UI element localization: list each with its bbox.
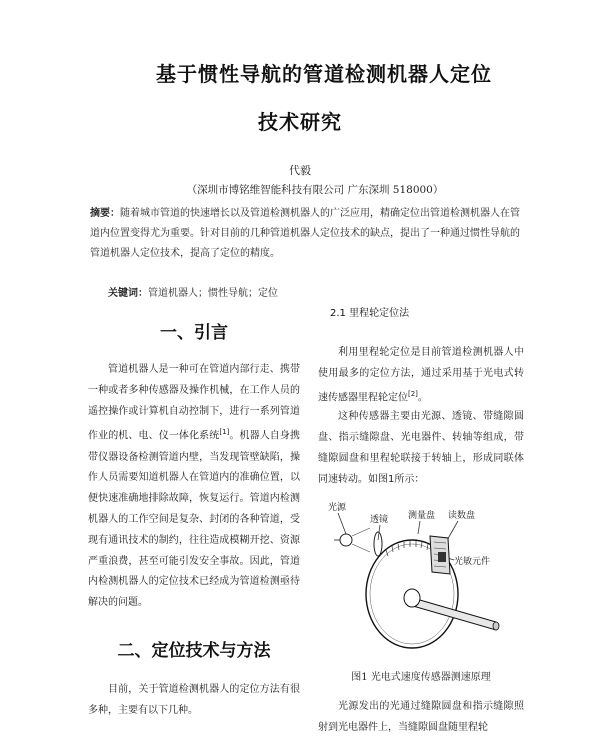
introduction-text-b: 。机器人自身携带仪器设备检测管道内壁，当发现管壁缺陷，操作人员需要知道机器人在管道内的准确位置，以便快速准确地排除故障，恢复运行。管道内检测机器人的工作空间是复杂、封闭的各种管道，受现有通讯技术的制约，往往造成模糊开挖、资源严重浪费，甚至可能引发安全事故。因此，管道内检测机器人的定位技术已经成为管道检测亟待解决的问题。	[88, 430, 301, 609]
shaft-icon	[404, 589, 499, 630]
introduction-text-a: 管道机器人是一种可在管道内部行走、携带一种或者多种传感器及操作机械，在工作人员的遥控操作或计算机自动控制下，进行一系列管道作业的机、电、仪一体化系统	[88, 364, 300, 442]
keywords	[108, 284, 328, 299]
lens-icon	[374, 532, 382, 556]
keywords-label: 关键词：	[108, 288, 148, 299]
figure-label-reader: 读数盘	[448, 511, 476, 521]
sensor-figure	[326, 498, 526, 653]
sensor-diagram	[326, 498, 526, 653]
paper-title-line2: 技术研究	[258, 110, 342, 134]
abstract	[90, 204, 520, 264]
citation-1: [1]	[219, 428, 230, 437]
affiliation: （深圳市博铭维智能科技有限公司 广东深圳 518000）	[186, 184, 444, 196]
abstract-label: 摘要：	[90, 208, 120, 219]
citation-2: [2]	[408, 390, 418, 398]
paper-title-line1: 基于惯性导航的管道检测机器人定位	[156, 62, 492, 86]
keywords-text: 管道机器人；惯性导航；定位	[148, 288, 278, 299]
odometer-text-a: 利用里程轮定位是目前管道检测机器人中使用最多的定位方法，通过采用基于光电式转速传感器里程轮定位	[318, 347, 524, 404]
light-source-icon	[334, 528, 370, 552]
subsection-heading-odometer: 2.1 里程轮定位法	[330, 308, 410, 319]
figure-label-lens: 透镜	[370, 515, 389, 525]
abstract-text: 随着城市管道的快速增长以及管道检测机器人的广泛应用，精确定位出管道检测机器人在管道内位置变得尤为重要。针对目前的几种管道机器人定位技术的缺点，提出了一种通过惯性导航的管道机器人定位技术，提高了定位的精度。	[90, 208, 520, 259]
figure-label-disk: 测量盘	[408, 511, 436, 521]
odometer-text-b: 。	[417, 392, 428, 404]
odometer-paragraph-1	[318, 342, 524, 408]
odometer-paragraph-2: 这种传感器主要由光源、透镜、带缝隙圆盘、指示缝隙盘、光电器件、转轴等组成，带缝隙圆盘和里程轮联接于转轴上，形成同联体同速转动。如图1所示：	[318, 411, 524, 485]
section-heading-methods: 二、定位技术与方法	[117, 641, 271, 661]
figure-caption: 图1 光电式速度传感器测速原理	[351, 672, 491, 683]
figure-label-sensor: 光敏元件	[454, 557, 491, 567]
introduction-paragraph	[88, 360, 300, 614]
photo-sensor-icon	[438, 552, 446, 562]
section-heading-introduction: 一、引言	[160, 323, 228, 343]
odometer-paragraph-3: 光源发出的光通过缝隙圆盘和指示缝隙照射到光电器件上，当缝隙圆盘随里程轮	[318, 701, 524, 733]
figure-label-light: 光源	[328, 503, 347, 513]
author: 代毅	[289, 164, 311, 177]
methods-paragraph: 目前，关于管道检测机器人的定位方法有很多种，主要有以下几种。	[88, 684, 300, 716]
